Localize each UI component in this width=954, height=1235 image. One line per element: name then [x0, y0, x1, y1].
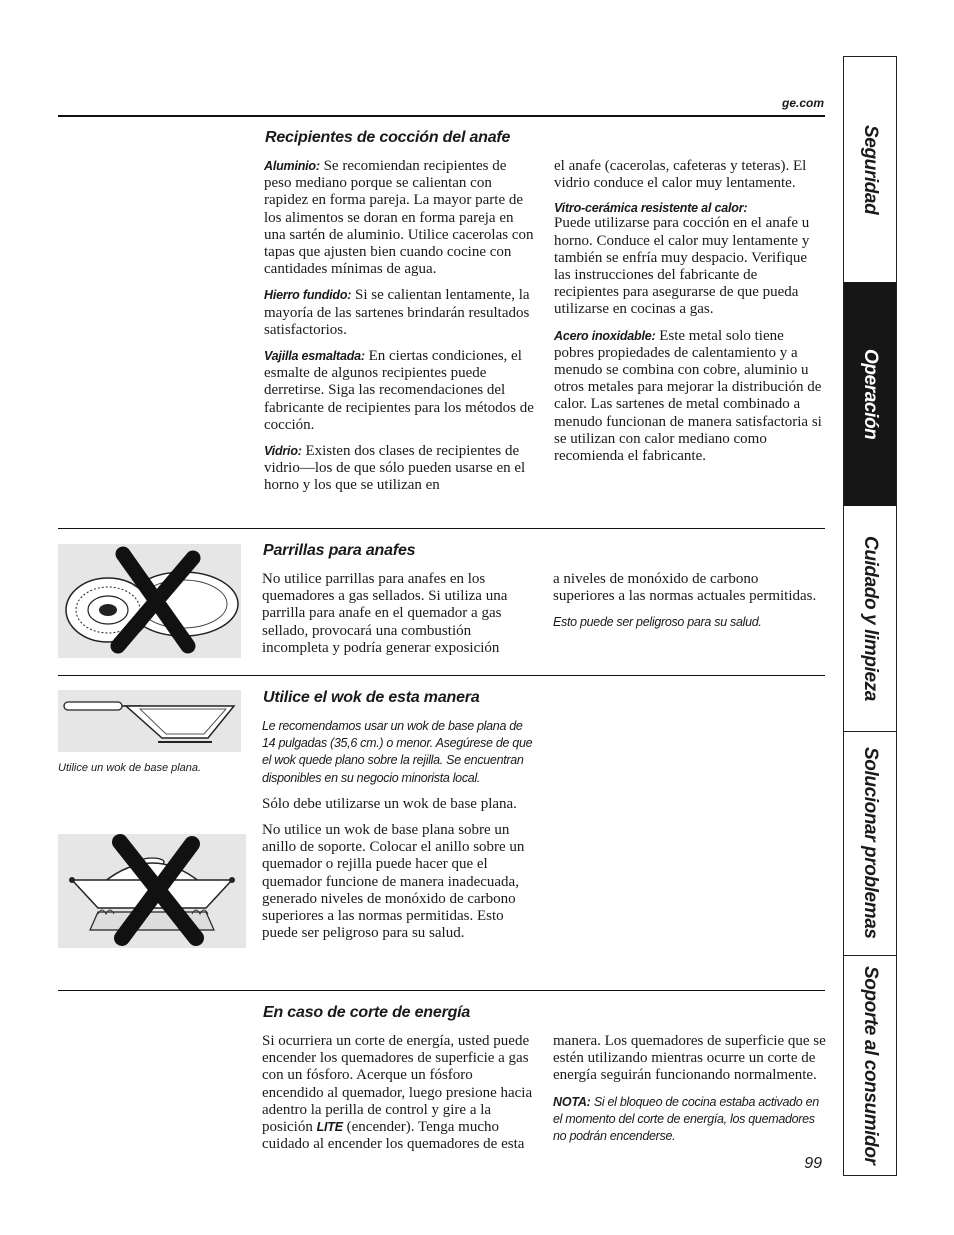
header-rule	[58, 115, 825, 117]
cookware-column-right	[554, 158, 822, 474]
power-column-right	[553, 1033, 827, 1154]
section-tabs-sidebar	[843, 56, 897, 1176]
wok-paragraph-1: Sólo debe utilizarse un wok de base plana.	[262, 795, 517, 812]
wok-column	[262, 718, 536, 951]
power-text-a: Si ocurriera un corte de energía, usted puede encender los quemadores de superficie a gas con un fósforo. Acerque un fósforo encendido al quemador, luego presione hacia adentro la perilla de control y gire a la posición	[262, 1033, 533, 1136]
aluminio-label: Aluminio:	[264, 159, 320, 173]
hierro-label: Hierro fundido:	[264, 288, 352, 303]
acero-text: Este metal solo tiene pobres propiedades de calentamiento y a menudo se combina con cobre, aluminio u otros metales para mejorar la distribución de calor. Las sartenes de metal combinado a menudo funcionan de manera satisfactoria si se utilizan con calor mediano como recomienda el fabricante.	[554, 327, 822, 465]
vitro-label: Vitro-cerámica resistente al calor:	[554, 201, 748, 216]
nota-text: Si el bloqueo de cocina estaba activado en el momento del corte de energía, los quemadores no podrán encenderse.	[553, 1094, 819, 1144]
vitro-text: Puede utilizarse para cocción en el anafe u horno. Conduce el calor muy lentamente y también se enfría muy despacio. Verifique las instrucciones del fabricante de recipientes para asegurarse de que pueda utilizarse en cocinas a gas.	[554, 215, 810, 318]
section-divider	[58, 675, 825, 676]
tab-solucionar-problemas[interactable]: Solucionar problemas	[860, 747, 881, 939]
vidrio-label: Vidrio:	[264, 444, 302, 459]
flat-wok-illustration	[58, 690, 241, 752]
power-text-c: manera. Los quemadores de superficie que se estén utilizando mientras ocurre un corte de energía seguirán funcionando normalmente.	[553, 1033, 826, 1084]
simmer-health-note: Esto puede ser peligroso para su salud.	[553, 615, 762, 630]
page-number: 99	[804, 1155, 822, 1172]
power-column-left	[262, 1033, 537, 1162]
wok-intro: Le recomendamos usar un wok de base plana de 14 pulgadas (35,6 cm.) o menor. Asegúrese de que el wok quede plano sobre la rejilla. Se encuentran disponibles en su negocio minorista local.	[262, 719, 533, 785]
simmer-text-2: a niveles de monóxido de carbono superiores a las normas actuales permitidas.	[553, 571, 817, 605]
simmer-text-1: No utilice parrillas para anafes en los quemadores a gas sellados. Si utiliza una parrilla para anafe en el quemador a gas sellado, provocará una combustión incompleta y podría generar exposición	[262, 571, 508, 656]
wok-on-ring-illustration	[58, 834, 246, 948]
hierro-text: Si se calientan lentamente, la mayoría de las sartenes brindarán resultados satisfactorios.	[264, 287, 530, 338]
tab-cuidado-y-limpieza[interactable]: Cuidado y limpieza	[860, 536, 881, 701]
simmer-plate-illustration	[58, 544, 241, 658]
section-title-wok: Utilice el wok de esta manera	[263, 689, 480, 706]
vajilla-text: En ciertas condiciones, el esmalte de algunos recipientes puede derretirse. Siga las recomendaciones del fabricante de recipientes para los métodos de cocción.	[264, 348, 534, 433]
vidrio-continued-text: el anafe (cacerolas, cafeteras y teteras). El vidrio conduce el calor muy lentamente.	[554, 158, 807, 192]
tab-seguridad[interactable]: Seguridad	[860, 124, 881, 215]
simmer-column-right	[553, 571, 823, 641]
power-text-b: (encender). Tenga mucho cuidado al encender los quemadores de esta	[262, 1119, 525, 1153]
cookware-column-left	[264, 158, 536, 504]
tab-operacion[interactable]: Operación	[844, 282, 896, 506]
nota-label: NOTA:	[553, 1094, 591, 1109]
wok-paragraph-2: No utilice un wok de base plana sobre un anillo de soporte. Colocar el anillo sobre un quemador o rejilla puede hacer que el quemador funcione de manera inadecuada, generado niveles de monóxido de carbono superiores a las normas permitidas. Esto puede ser peligroso para su salud.	[262, 822, 525, 942]
section-title-power-outage: En caso de corte de energía	[263, 1004, 471, 1021]
vidrio-text: Existen dos clases de recipientes de vidrio—los de que sólo pueden usarse en el horno y los que se utilizan en	[264, 443, 526, 494]
lite-label: LITE	[316, 1120, 343, 1135]
aluminio-text: Se recomiendan recipientes de peso mediano porque se calientan con rapidez en forma pareja. La mayor parte de los alimentos se doran en forma pareja en una sartén de aluminio. Utilice cacerolas con tapas que ajusten bien cuando cocine con cantidades mínimas de agua.	[264, 158, 534, 278]
section-divider	[58, 990, 825, 991]
section-title-cookware: Recipientes de cocción del anafe	[265, 129, 511, 146]
site-url: ge.com	[781, 96, 824, 110]
acero-label: Acero inoxidable:	[554, 328, 656, 343]
wok-caption: Utilice un wok de base plana.	[58, 762, 202, 774]
section-title-simmer: Parrillas para anafes	[263, 542, 416, 559]
vajilla-label: Vajilla esmaltada:	[264, 349, 365, 364]
tab-soporte-al-consumidor[interactable]: Soporte al consumidor	[860, 965, 881, 1165]
section-divider	[58, 528, 825, 529]
simmer-column-left	[262, 571, 538, 666]
